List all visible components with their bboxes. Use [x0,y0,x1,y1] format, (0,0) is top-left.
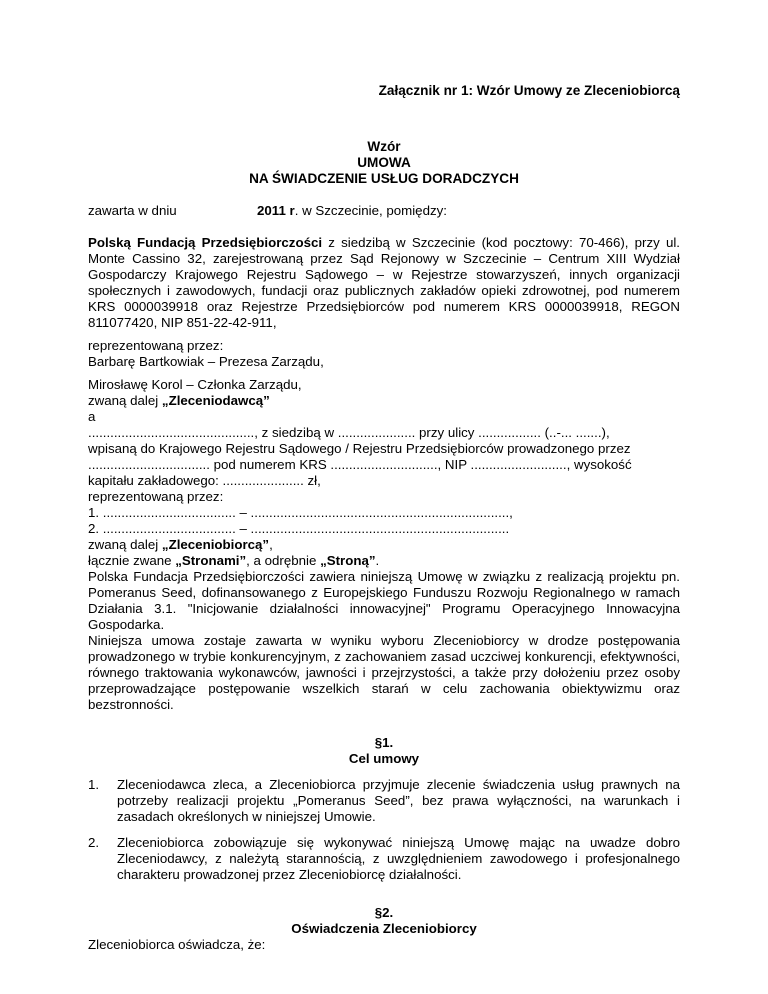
party1-rep2: Mirosławę Korol – Członka Zarządu, [88,377,302,392]
party2-called-suffix: , [269,537,273,552]
jointly-prefix: łącznie zwane [88,553,176,568]
jointly-name: „Stronami” [175,553,247,568]
party1-represented-by: reprezentowaną przez: [88,338,224,353]
section2-lead: Zleceniobiorca oświadcza, że: [88,937,266,952]
and-connector: a [88,409,96,424]
party1-rep1: Barbarę Bartkowiak – Prezesa Zarządu, [88,354,324,369]
party1-name: Polską Fundacją Przedsiębiorczości [88,235,323,250]
list-item [88,835,680,883]
section2-heading [88,905,680,937]
party2-called [88,537,680,553]
agreement-title: UMOWA [357,155,411,170]
list-item [88,777,680,825]
list-item-number: 2. [88,835,100,850]
party2-rep1: 1. .................................... – ......................................................................, [88,505,513,520]
concluded-label: zawarta w dniu [88,203,177,218]
party2-line3: ................................. pod numerem KRS ............................., NIP .........................., wysokość [88,457,632,472]
agreement-body [88,235,680,953]
list-item-text: Zleceniobiorca zobowiązuje się wykonywać niniejszą Umowę mając na uwadze dobro Zleceniodawcy, z należytą starannością, z uwzględnieniem zawodowego i profesjonalnego charakteru prowadzonej przez Zleceniobiorcę działalności. [117,835,680,882]
concluded-year: 2011 r [257,203,295,218]
section1-number: §1. [374,735,394,750]
section1-heading [88,735,680,767]
party2-line1: ............................................., z siedzibą w ..................... przy ulicy ................. (..-... .......), [88,425,610,440]
jointly-single: „Stroną” [320,553,376,568]
concluded-place: . w Szczecinie, pomiędzy: [294,203,447,218]
party2-line2: wpisaną do Krajowego Rejestru Sądowego / Rejestru Przedsiębiorców prowadzonego przez [88,441,631,456]
party2-rep2: 2. .................................... – ...................................................................... [88,521,510,536]
party2-called-prefix: zwaną dalej [88,537,162,552]
template-label: Wzór [367,139,401,154]
agreement-heading [88,139,680,187]
section2-title: Oświadczenia Zleceniobiorcy [291,921,477,936]
annex-title: Załącznik nr 1: Wzór Umowy ze Zleceniobiorcą [378,83,680,98]
section1-title: Cel umowy [348,751,420,766]
jointly-mid: , a odrębnie [246,553,321,568]
jointly-end: . [375,553,380,568]
agreement-subtitle: NA ŚWIADCZENIE USŁUG DORADCZYCH [249,171,519,186]
section1-list [88,777,680,883]
party1-called-name: „Zleceniodawcą” [161,393,270,408]
party1-called-prefix: zwaną dalej [88,393,162,408]
section2-number: §2. [374,905,394,920]
concluded-line [88,203,447,219]
list-item-text: Zleceniodawca zleca, a Zleceniobiorca przyjmuje zlecenie świadczenia usług prawnych na potrzeby realizacji projektu „Pomeranus Seed”, bez prawa wyłączności, na warunkach i zasadach określonych w niniejszej Umowie. [117,777,680,824]
list-item-number: 1. [88,777,100,792]
party2-line4: kapitału zakładowego: ...................... zł, [88,473,321,488]
party1-called [88,393,680,409]
party1-description [88,235,680,331]
party1-details: z siedzibą w Szczecinie (kod pocztowy: 70-466), przy ul. Monte Cassino 32, zarejestrowaną przez Sąd Rejonowy w Szczecinie – Centrum XIII Wydział Gospodarczy Krajowego Rejestru Sądowego – w Rejestrze stowarzyszeń, innych organizacji społecznych i zawodowych, fundacji oraz publicznych zakładów opieki zdrowotnej, pod numerem KRS 0000039918 oraz Rejestrze Przedsiębiorców pod numerem KRS 0000039918, REGON 811077420, NIP 851-22-42-911, [88,235,680,330]
party2-represented-by: reprezentowaną przez: [88,489,224,504]
intro-paragraph-2: Niniejsza umowa zostaje zawarta w wyniku wyboru Zleceniobiorcy w drodze postępowania prowadzonego w trybie konkurencyjnym, z zachowaniem zasad uczciwej konkurencji, efektywności, równego traktowania wykonawców, jawności i przejrzystości, a także przy dołożeniu przez osoby przeprowadzające postępowanie wszelkich starań w celu zachowania obiektywizmu oraz bezstronności. [88,633,680,712]
parties-jointly [88,553,680,569]
party2-called-name: „Zleceniobiorcą” [161,537,270,552]
intro-paragraph-1: Polska Fundacja Przedsiębiorczości zawiera niniejszą Umowę w związku z realizacją projektu pn. Pomeranus Seed, dofinansowanego z Europejskiego Funduszu Rozwoju Regionalnego w ramach Działania 3.1. "Inicjowanie działalności innowacyjnej" Programu Operacyjnego Innowacyjna Gospodarka. [88,569,680,632]
